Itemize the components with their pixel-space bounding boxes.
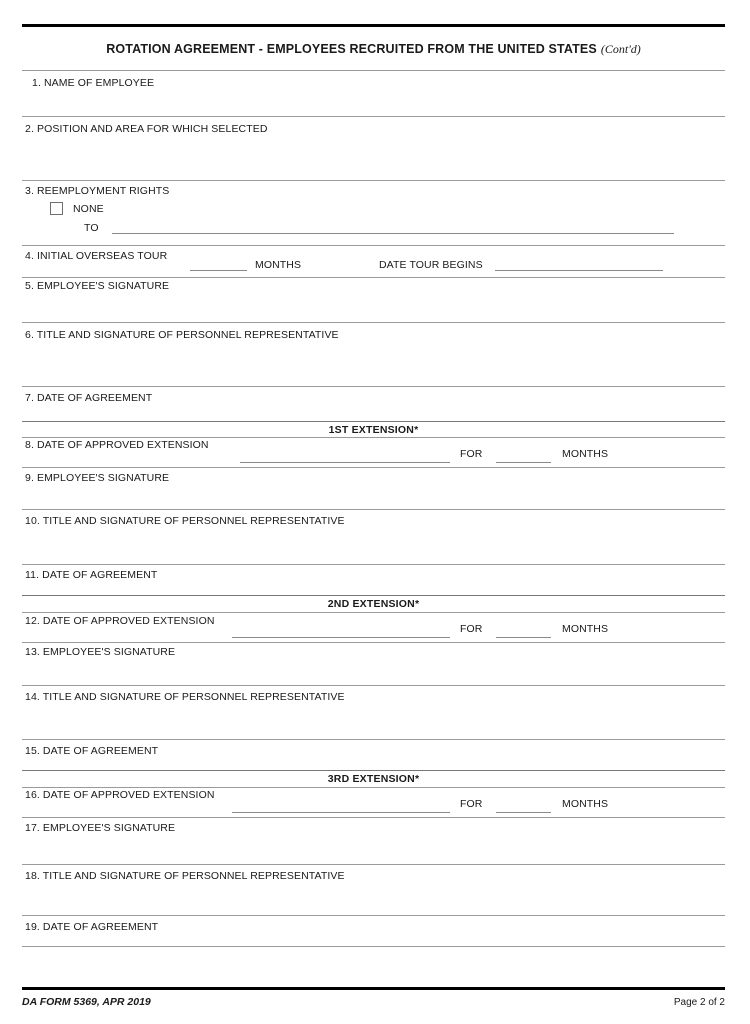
separator-above-field-14 (22, 685, 725, 686)
page-top-rule (22, 24, 725, 27)
reemployment-to-label: TO (84, 222, 99, 234)
separator-above-field-1 (22, 70, 725, 71)
separator-above-field-16 (22, 787, 725, 788)
field-label-14-title-signature-personnel-rep: 14. TITLE AND SIGNATURE OF PERSONNEL REPRESENTATIVE (25, 691, 345, 703)
separator-above-field-4 (22, 245, 725, 246)
reemployment-to-input-rule[interactable] (112, 233, 674, 234)
field-label-4-initial-overseas-tour: 4. INITIAL OVERSEAS TOUR (25, 250, 168, 262)
separator-above-field-9 (22, 467, 725, 468)
field-label-2-position-and-area: 2. POSITION AND AREA FOR WHICH SELECTED (25, 123, 268, 135)
extension-1-months-label: MONTHS (562, 448, 609, 460)
extension-2-months-label: MONTHS (562, 623, 609, 635)
extension-1-date-input-rule[interactable] (240, 462, 450, 463)
page-title-main: ROTATION AGREEMENT - EMPLOYEES RECRUITED FROM THE UNITED STATES (106, 42, 597, 56)
extension-2-date-input-rule[interactable] (232, 637, 450, 638)
field-label-12-date-of-approved-extension: 12. DATE OF APPROVED EXTENSION (25, 615, 215, 627)
field-label-16-date-of-approved-extension: 16. DATE OF APPROVED EXTENSION (25, 789, 215, 801)
footer-rule (22, 987, 725, 990)
checkbox-none-label: NONE (73, 203, 104, 215)
separator-above-field-18 (22, 864, 725, 865)
page-title-continued: (Cont'd) (600, 42, 641, 56)
field-label-9-employee-signature: 9. EMPLOYEE'S SIGNATURE (25, 472, 170, 484)
field-label-1-name-of-employee: 1. NAME OF EMPLOYEE (32, 77, 155, 89)
separator-above-field-7 (22, 386, 725, 387)
extension-3-for-label: FOR (460, 798, 483, 810)
separator-above-field-19 (22, 915, 725, 916)
extension-3-heading: 3RD EXTENSION* (327, 773, 420, 785)
separator-above-field-10 (22, 509, 725, 510)
field-label-5-employee-signature: 5. EMPLOYEE'S SIGNATURE (25, 280, 170, 292)
field-label-10-title-signature-personnel-rep: 10. TITLE AND SIGNATURE OF PERSONNEL REPRESENTATIVE (25, 515, 345, 527)
separator-above-field-6 (22, 322, 725, 323)
separator-above-field-3 (22, 180, 725, 181)
field-label-6-title-signature-personnel-rep: 6. TITLE AND SIGNATURE OF PERSONNEL REPRESENTATIVE (25, 329, 339, 341)
separator-above-field-15 (22, 739, 725, 740)
checkbox-none[interactable] (50, 202, 63, 215)
field-label-7-date-of-agreement: 7. DATE OF AGREEMENT (25, 392, 153, 404)
separator-above-field-11 (22, 564, 725, 565)
date-tour-begins-input-rule[interactable] (495, 270, 663, 271)
footer-page-number: Page 2 of 2 (673, 997, 725, 1008)
field-label-8-date-of-approved-extension: 8. DATE OF APPROVED EXTENSION (25, 439, 209, 451)
separator-above-field-12 (22, 612, 725, 613)
date-tour-begins-label: DATE TOUR BEGINS (379, 259, 483, 271)
initial-tour-months-input-rule[interactable] (190, 270, 247, 271)
extension-2-heading: 2ND EXTENSION* (327, 598, 420, 610)
extension-1-months-input-rule[interactable] (496, 462, 551, 463)
field-label-3-reemployment-rights: 3. REEMPLOYMENT RIGHTS (25, 185, 170, 197)
separator-above-extension-2 (22, 595, 725, 596)
field-label-15-date-of-agreement: 15. DATE OF AGREEMENT (25, 745, 159, 757)
page-title (22, 40, 725, 58)
field-label-13-employee-signature: 13. EMPLOYEE'S SIGNATURE (25, 646, 176, 658)
footer-form-id: DA FORM 5369, APR 2019 (22, 996, 151, 1008)
extension-3-date-input-rule[interactable] (232, 812, 450, 813)
separator-above-extension-1 (22, 421, 725, 422)
separator-above-extension-3 (22, 770, 725, 771)
separator-above-field-2 (22, 116, 725, 117)
field-label-17-employee-signature: 17. EMPLOYEE'S SIGNATURE (25, 822, 176, 834)
separator-above-field-17 (22, 817, 725, 818)
field-label-19-date-of-agreement: 19. DATE OF AGREEMENT (25, 921, 159, 933)
initial-tour-months-label: MONTHS (255, 259, 302, 271)
extension-1-heading: 1ST EXTENSION* (328, 424, 419, 436)
separator-below-field-19 (22, 946, 725, 947)
extension-3-months-input-rule[interactable] (496, 812, 551, 813)
separator-above-field-13 (22, 642, 725, 643)
extension-2-for-label: FOR (460, 623, 483, 635)
separator-above-field-5 (22, 277, 725, 278)
field-label-11-date-of-agreement: 11. DATE OF AGREEMENT (25, 569, 158, 581)
extension-2-months-input-rule[interactable] (496, 637, 551, 638)
separator-above-field-8 (22, 437, 725, 438)
extension-1-for-label: FOR (460, 448, 483, 460)
field-label-18-title-signature-personnel-rep: 18. TITLE AND SIGNATURE OF PERSONNEL REPRESENTATIVE (25, 870, 345, 882)
extension-3-months-label: MONTHS (562, 798, 609, 810)
